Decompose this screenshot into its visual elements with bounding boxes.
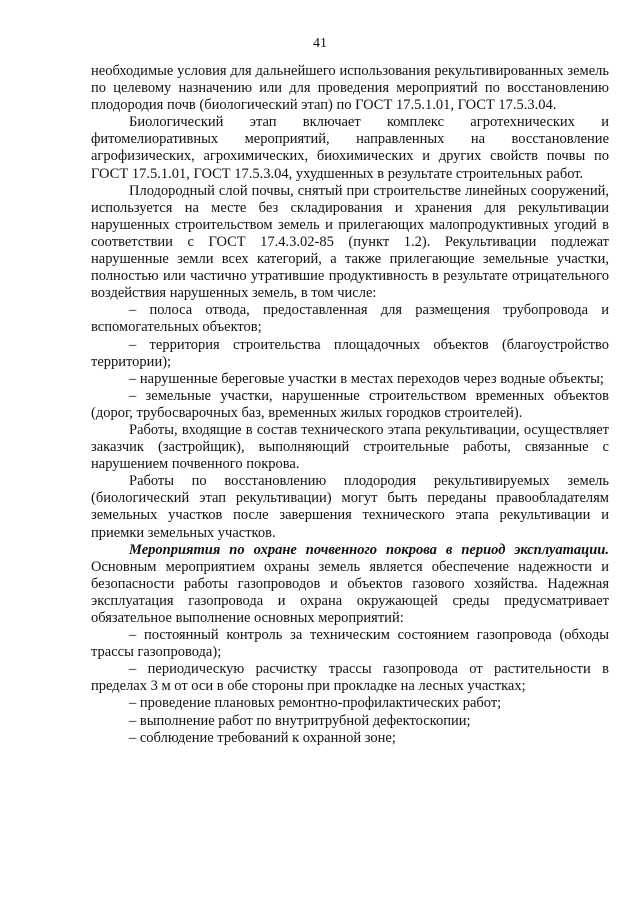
list-item: – земельные участки, нарушенные строительством временных объектов (дорог, трубосварочных баз, временных жилых городков строителей). [91, 387, 609, 421]
paragraph-text: Основным мероприятием охраны земель является обеспечение надежности и безопасности работы газопроводов и объектов газового хозяйства. Надежная эксплуатация газопровода и охрана окружающей среды предусматривает обязательное выполнение основных мероприятий: [91, 558, 609, 626]
paragraph: Работы по восстановлению плодородия рекультивируемых земель (биологический этап рекультивации) могут быть переданы правообладателям земельных участков после завершения технического этапа рекультивации и приемки земельных участков. [91, 473, 609, 541]
section-heading: Мероприятия по охране почвенного покрова в период эксплуатации. [129, 541, 609, 558]
list-item: – полоса отвода, предоставленная для размещения трубопровода и вспомогательных объектов; [91, 302, 609, 336]
list-item: – выполнение работ по внутритрубной дефектоскопии; [129, 712, 471, 729]
list-item: – периодическую расчистку трассы газопровода от растительности в пределах 3 м от оси в обе стороны при прокладке на лесных участках; [91, 661, 609, 695]
paragraph: Работы, входящие в состав технического этапа рекультивации, осуществляет заказчик (застройщик), выполняющий строительные работы, связанные с нарушением почвенного покрова. [91, 421, 609, 473]
paragraph: необходимые условия для дальнейшего использования рекультивированных земель по целевому назначению или для проведения мероприятий по восстановлению плодородия почв (биологический этап) по ГОСТ 17.5.1.01, ГОСТ 17.5.3.04. [91, 63, 609, 114]
paragraph: Биологический этап включает комплекс агротехнических и фитомелиоративных мероприятий, направленных на восстановление агрофизических, агрохимических, биохимических и других свойств почвы по ГОСТ 17.5.1.01, ГОСТ 17.5.3.04, ухудшенных в результате строительных работ. [91, 114, 609, 182]
list-item: – соблюдение требований к охранной зоне; [129, 729, 396, 746]
list-item: – нарушенные береговые участки в местах переходов через водные объекты; [129, 370, 604, 387]
body-text [91, 63, 609, 747]
list-item: – территория строительства площадочных объектов (благоустройство территории); [91, 336, 609, 370]
paragraph: Плодородный слой почвы, снятый при строительстве линейных сооружений, используется на месте без складирования и хранения для рекультивации нарушенных строительством земель и прилегающих малопродуктивных угодий в соответствии с ГОСТ 17.4.3.02-85 (пункт 1.2). Рекультивации подлежат нарушенные земли всех категорий, а также прилегающие земельные участки, полностью или частично утратившие продуктивность в результате отрицательного воздействия нарушенных земель, в том числе: [91, 182, 609, 302]
paragraph-with-heading [91, 542, 609, 627]
list-item: – постоянный контроль за техническим состоянием газопровода (обходы трассы газопровода); [91, 627, 609, 661]
page-number: 41 [313, 36, 327, 51]
list-item: – проведение плановых ремонтно-профилактических работ; [129, 695, 502, 712]
